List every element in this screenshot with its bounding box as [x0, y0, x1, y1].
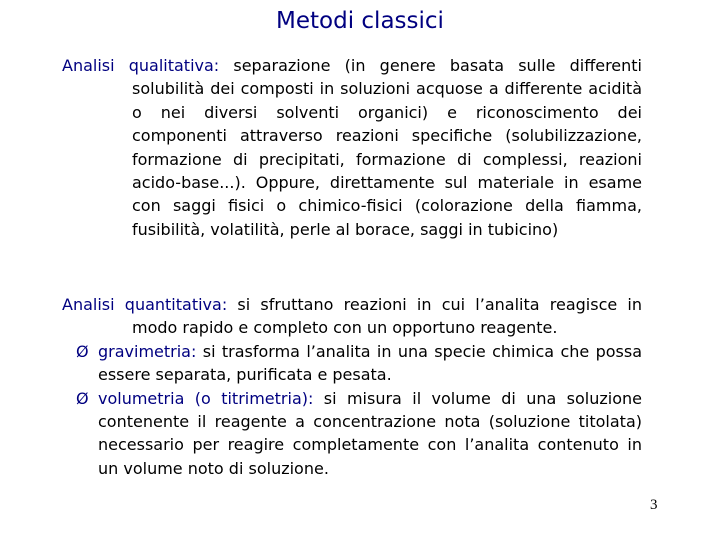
arrow-bullet-icon: Ø	[76, 341, 89, 361]
qualitative-label-colon: :	[213, 56, 234, 75]
bullet-gravimetria	[62, 340, 642, 387]
quantitative-section	[62, 293, 642, 480]
bullet-volumetria-term: volumetria (o titrimetria):	[98, 388, 314, 408]
quantitative-label-prefix: Analisi	[62, 295, 125, 314]
qualitative-text: separazione (in genere basata sulle differenti solubilità dei composti in soluzioni acquose a differente acidità o nei diversi solventi organici) e riconoscimento dei componenti attraverso reazioni specifiche (solubilizzazione, formazione di precipitati, formazione di complessi, reazioni acido-base...). Oppure, direttamente sul materiale in esame con saggi fisici o chimico-fisici (colorazione della fiamma, fusibilità, volatilità, perle al borace, saggi in tubicino)	[132, 56, 642, 239]
bullet-gravimetria-term: gravimetria:	[98, 341, 197, 361]
bullet-gravimetria-text: si trasforma l’analita in una specie chimica che possa essere separata, purificata e pesata.	[98, 341, 642, 385]
qualitative-label-prefix: Analisi	[62, 56, 129, 75]
arrow-bullet-icon: Ø	[76, 388, 89, 408]
qualitative-paragraph	[62, 54, 642, 241]
quantitative-paragraph	[62, 293, 642, 340]
qualitative-section	[62, 54, 642, 241]
quantitative-label-colon: :	[221, 295, 238, 314]
bullet-volumetria-text: si misura il volume di una soluzione contenente il reagente a concentrazione nota (soluzione titolata) necessario per reagire completamente con l’analita contenuto in un volume noto di soluzione.	[98, 388, 643, 478]
quantitative-text: si sfruttano reazioni in cui l’analita reagisce in modo rapido e completo con un opportuno reagente.	[132, 295, 642, 338]
page-number: 3	[650, 497, 658, 513]
quantitative-label-term: quantitativa	[124, 295, 222, 314]
bullet-volumetria	[62, 387, 642, 481]
qualitative-label-term: qualitativa	[128, 56, 214, 75]
slide-title: Metodi classici	[276, 8, 444, 34]
